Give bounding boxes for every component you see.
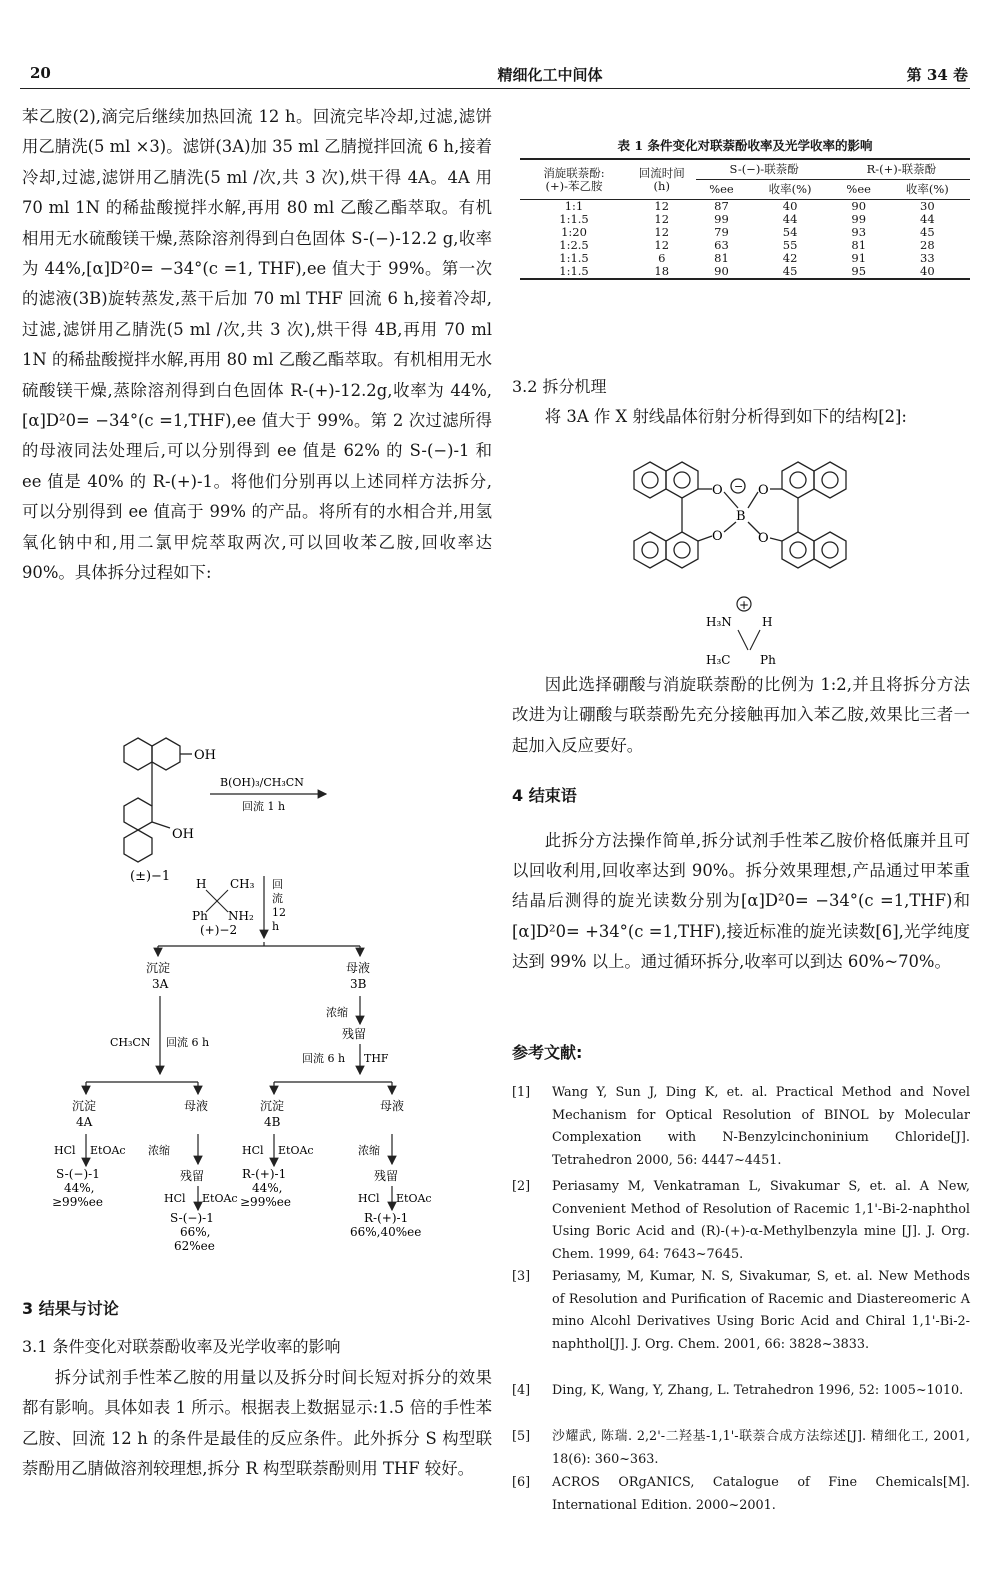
product-s1-name: S-(−)-1 bbox=[56, 1167, 100, 1181]
product-r1-name: R-(+)-1 bbox=[242, 1167, 287, 1181]
cell: 95 bbox=[851, 264, 867, 278]
resolution-scheme bbox=[20, 728, 490, 1268]
cell: 12 bbox=[654, 238, 670, 252]
cond-3b-solvent: THF bbox=[364, 1052, 389, 1065]
page-number: 20 bbox=[30, 64, 51, 82]
section-31-title: 3.1 条件变化对联萘酚收率及光学收率的影响 bbox=[22, 1337, 341, 1357]
cell: 1:1.5 bbox=[559, 264, 589, 278]
cell: 55 bbox=[782, 238, 798, 252]
journal-title: 精细化工中间体 bbox=[497, 66, 603, 84]
hcl-4b: HCl bbox=[242, 1144, 264, 1157]
after-structure-text: 因此选择硼酸与消旋联萘酚的比例为 1:2,并且将拆分方法改进为让硼酸与联萘酚先充分接触再加入苯乙胺,效果比三者一起加入反应要好。 bbox=[512, 675, 970, 755]
cell: 1:1.5 bbox=[559, 251, 589, 265]
oxygen-1: O bbox=[712, 483, 723, 498]
cell: 40 bbox=[782, 199, 798, 213]
table-1-grid bbox=[520, 160, 970, 278]
table-1 bbox=[520, 158, 970, 280]
product-r2-yield-ee: 66%,40%ee bbox=[350, 1225, 422, 1239]
col-ratio-header bbox=[520, 160, 628, 200]
product-s2-name: S-(−)-1 bbox=[170, 1211, 214, 1225]
reference-item-1 bbox=[512, 1082, 970, 1172]
reference-text: ACROS ORgANICS, Catalogue of Fine Chemicals[M]. International Edition. 2000~2001. bbox=[552, 1475, 970, 1513]
etoac-4a: EtOAc bbox=[90, 1144, 126, 1157]
residue-label-4b: 残留 bbox=[374, 1169, 399, 1183]
reference-number: [5] bbox=[512, 1429, 531, 1444]
cell: 12 bbox=[654, 212, 670, 226]
volume-label: 第 34 卷 bbox=[906, 66, 968, 84]
cell: 42 bbox=[782, 251, 798, 265]
negative-charge: − bbox=[734, 480, 744, 493]
node-4a-title: 沉淀 bbox=[72, 1099, 97, 1113]
condition-reflux-1h: 回流 1 h bbox=[242, 800, 286, 813]
sub-s-yield: 收率(%) bbox=[747, 180, 832, 200]
cond-3a-reflux: 回流 6 h bbox=[166, 1036, 210, 1049]
hcl-4a: HCl bbox=[54, 1144, 76, 1157]
reference-item-6 bbox=[512, 1472, 970, 1517]
references-title: 参考文献: bbox=[512, 1043, 583, 1062]
cell: 91 bbox=[851, 251, 867, 265]
cell: 90 bbox=[714, 264, 729, 278]
mother-liquor-4a: 母液 bbox=[184, 1099, 209, 1113]
compound-1-label: (±)−1 bbox=[130, 869, 171, 884]
conc-label-4b: 浓缩 bbox=[358, 1144, 380, 1157]
header-rule bbox=[20, 88, 970, 89]
cell: 45 bbox=[782, 264, 798, 278]
cell: 30 bbox=[920, 199, 935, 213]
cell: 90 bbox=[851, 199, 867, 213]
conc-label-4a: 浓缩 bbox=[148, 1144, 170, 1157]
hcl-4a-mother: HCl bbox=[164, 1192, 186, 1205]
cell: 99 bbox=[714, 212, 729, 226]
product-r2-name: R-(+)-1 bbox=[364, 1211, 409, 1225]
section-4-block bbox=[512, 670, 970, 978]
cell: 87 bbox=[714, 199, 729, 213]
cond2-4: h bbox=[272, 920, 280, 933]
group-r-header: R-(+)-联萘酚 bbox=[833, 160, 970, 180]
cell: 81 bbox=[851, 238, 867, 252]
reference-item-5 bbox=[512, 1426, 970, 1471]
positive-charge: + bbox=[739, 598, 750, 612]
reference-text: Periasamy, M, Kumar, N. S, Sivakumar, S, et. al. New Methods of Resolution and Purification of Racemic and Diastereomeric A mino Alcohl Derivatives Using Boric Acid and Chiral 1,1'-Bi-2-naphthol[J]. J. Org. Chem. 2001, 66: 3828~3833. bbox=[552, 1269, 970, 1352]
ammonium-h3n: H₃N bbox=[706, 615, 732, 629]
cell: 81 bbox=[714, 251, 729, 265]
node-4b-label: 4B bbox=[264, 1115, 281, 1129]
product-s2-ee: 62%ee bbox=[174, 1239, 215, 1253]
section-32 bbox=[512, 372, 970, 433]
cell: 6 bbox=[658, 251, 666, 265]
oxygen-2: O bbox=[712, 529, 723, 544]
amine-ch3: CH₃ bbox=[230, 877, 255, 891]
cell: 40 bbox=[920, 264, 935, 278]
col-time-2: (h) bbox=[653, 178, 670, 193]
ammonium-ph: Ph bbox=[760, 653, 776, 667]
cond2-1: 回 bbox=[272, 878, 283, 891]
reference-item-4 bbox=[512, 1380, 970, 1403]
conc-label-3b: 浓缩 bbox=[326, 1006, 348, 1019]
cell: 1:1.5 bbox=[559, 212, 589, 226]
oh-label-2: OH bbox=[172, 827, 194, 842]
cell: 45 bbox=[920, 225, 935, 239]
node-3b-title: 母液 bbox=[346, 961, 371, 975]
cond2-3: 12 bbox=[272, 906, 286, 919]
table-row bbox=[520, 213, 970, 226]
cell: 44 bbox=[920, 212, 935, 226]
group-s-header: S-(−)-联萘酚 bbox=[696, 160, 833, 180]
compound-2-label: (+)−2 bbox=[200, 923, 238, 937]
section-4-text: 此拆分方法操作简单,拆分试剂手性苯乙胺价格低廉并且可以回收利用,回收率达到 90%。拆分效果理想,产品通过甲苯重结晶后测得的旋光读数分别为[α]D²0= −34°(c =1,THF)和[α]D²0= +34°(c =1,THF),接近标准的旋光读数[6],光学纯度达到 99% 以上。通过循环拆分,收率可以到达 60%~70%。 bbox=[512, 830, 970, 972]
reference-text: Ding, K, Wang, Y, Zhang, L. Tetrahedron 1996, 52: 1005~1010. bbox=[552, 1383, 964, 1398]
cond-3b-reflux: 回流 6 h bbox=[302, 1052, 346, 1065]
cell: 79 bbox=[714, 225, 729, 239]
section-4-title: 4 结束语 bbox=[512, 786, 577, 806]
cell: 1:2.5 bbox=[559, 238, 589, 252]
reference-text: Periasamy M, Venkatraman L, Sivakumar S, et. al. A New, Convenient Method of Resolution of Racemic 1,1'-Bi-2-naphthol Using Boric Acid and (R)-(+)-α-Methylbenzyla mine [J]. J. Org. Chem. 1999, 64: 7643~7645. bbox=[552, 1179, 970, 1262]
sub-r-yield: 收率(%) bbox=[885, 180, 970, 200]
binol-molecule bbox=[124, 738, 192, 862]
cell: 1:20 bbox=[561, 225, 587, 239]
residue-label-4a: 残留 bbox=[180, 1169, 205, 1183]
col-ratio-1: 消旋联萘酚: bbox=[543, 165, 605, 180]
product-s2-yield: 66%, bbox=[180, 1225, 211, 1239]
product-s1-ee: ≥99%ee bbox=[52, 1195, 103, 1209]
left-paragraph bbox=[22, 102, 492, 589]
node-4a-label: 4A bbox=[76, 1115, 93, 1129]
etoac-4a-mother: EtOAc bbox=[202, 1192, 238, 1205]
table-row bbox=[520, 265, 970, 278]
amine-h: H bbox=[196, 877, 207, 891]
cell: 63 bbox=[714, 238, 729, 252]
cell: 99 bbox=[851, 212, 867, 226]
etoac-4b: EtOAc bbox=[278, 1144, 314, 1157]
section-3-title: 3 结果与讨论 bbox=[22, 1299, 119, 1318]
ammonium-h: H bbox=[762, 615, 773, 629]
cond-3a-solvent: CH₃CN bbox=[110, 1036, 151, 1049]
section-32-text: 将 3A 作 X 射线晶体衍射分析得到如下的结构[2]: bbox=[544, 407, 907, 427]
reference-number: [3] bbox=[512, 1269, 531, 1284]
cell: 33 bbox=[920, 251, 935, 265]
reference-number: [4] bbox=[512, 1383, 531, 1398]
table-row bbox=[520, 200, 970, 214]
cell: 12 bbox=[654, 199, 670, 213]
hcl-4b-mother: HCl bbox=[358, 1192, 380, 1205]
node-3a-title: 沉淀 bbox=[146, 961, 171, 975]
oxygen-4: O bbox=[758, 531, 769, 546]
product-r1-ee: ≥99%ee bbox=[240, 1195, 291, 1209]
cell: 54 bbox=[782, 225, 798, 239]
product-r1-yield: 44%, bbox=[252, 1181, 283, 1195]
table-1-caption: 表 1 条件变化对联萘酚收率及光学收率的影响 bbox=[617, 138, 873, 153]
reference-text: Wang Y, Sun J, Ding K, et. al. Practical Method and Novel Mechanism for Optical Resolution of BINOL by Molecular Complexation with N-Benzylcinchoninium Chloride[J]. Tetrahedron 2000, 56: 4447~4451. bbox=[552, 1085, 970, 1168]
cell: 28 bbox=[920, 238, 935, 252]
reference-number: [6] bbox=[512, 1475, 531, 1490]
cell: 12 bbox=[654, 225, 670, 239]
cell: 18 bbox=[654, 264, 670, 278]
boron-complex-structure bbox=[620, 452, 860, 674]
section-3 bbox=[22, 1294, 492, 1484]
sub-r-ee: %ee bbox=[833, 180, 885, 200]
reference-item-2 bbox=[512, 1176, 970, 1266]
cell: 1:1 bbox=[564, 199, 584, 213]
node-3a-label: 3A bbox=[152, 977, 169, 991]
mother-liquor-4b: 母液 bbox=[380, 1099, 405, 1113]
etoac-4b-mother: EtOAc bbox=[396, 1192, 432, 1205]
oxygen-3: O bbox=[758, 483, 769, 498]
sub-s-ee: %ee bbox=[696, 180, 748, 200]
node-3b-label: 3B bbox=[350, 977, 367, 991]
amine-nh2: NH₂ bbox=[228, 909, 254, 923]
cell: 44 bbox=[782, 212, 798, 226]
reference-text: 沙耀武, 陈瑞. 2,2'-二羟基-1,1'-联萘合成方法综述[J]. 精细化工, 2001, 18(6): 360~363. bbox=[552, 1429, 970, 1467]
cell: 93 bbox=[851, 225, 867, 239]
reference-item-3 bbox=[512, 1266, 970, 1356]
reference-number: [1] bbox=[512, 1085, 531, 1100]
ammonium-h3c: H₃C bbox=[706, 653, 731, 667]
node-4b-title: 沉淀 bbox=[260, 1099, 285, 1113]
section-31-text: 拆分试剂手性苯乙胺的用量以及拆分时间长短对拆分的效果都有影响。具体如表 1 所示。根据表上数据显示:1.5 倍的手性苯乙胺、回流 12 h 的条件是最佳的反应条件。此外拆分 S 构型联萘酚用乙腈做溶剂较理想,拆分 R 构型联萘酚则用 THF 较好。 bbox=[22, 1367, 492, 1479]
col-time-header bbox=[628, 160, 696, 200]
col-time-1: 回流时间 bbox=[638, 165, 685, 180]
reference-number: [2] bbox=[512, 1179, 531, 1194]
reagent-label: B(OH)₃/CH₃CN bbox=[220, 776, 304, 789]
col-ratio-2: (+)-苯乙胺 bbox=[545, 178, 603, 193]
oh-label-1: OH bbox=[194, 748, 216, 763]
procedure-text: 苯乙胺(2),滴完后继续加热回流 12 h。回流完毕冷却,过滤,滤饼用乙腈洗(5 ml ×3)。滤饼(3A)加 35 ml 乙腈搅拌回流 6 h,接着冷却,过滤,滤饼用乙腈洗(5 ml /次,共 3 次),烘干得 4A。4A 用 70 ml 1N 的稀盐酸搅拌水解,再用 80 ml 乙酸乙酯萃取。有机相用无水硫酸镁干燥,蒸除溶剂得到白色固体 S-(−)-12.2 g,收率为 44%,[α]D²0= −34°(c =1, THF),ee 值大于 99%。第一次的滤液(3B)旋转蒸发,蒸干后加 70 ml THF 回流 6 h,接着冷却,过滤,滤饼用乙腈洗(5 ml /次,共 3 次),烘干得 4B,再用 70 ml 1N 的稀盐酸搅拌水解,再用 80 ml 乙酸乙酯萃取。有机相用无水硫酸镁干燥,蒸除溶剂得到白色固体 R-(+)-12.2g,收率为 44%,[α]D²0= −34°(c =1,THF),ee 值大于 99%。第 2 次过滤所得的母液同法处理后,可以分别得到 ee 值是 62% 的 S-(−)-1 和 ee 值是 40% 的 R-(+)-1。将他们分别再以上述同样方法拆分,可以分别得到 ee 值高于 99% 的产品。将所有的水相合并,用氢氧化钠中和,用二氯甲烷萃取两次,可以回收苯乙胺,回收率达 90%。具体拆分过程如下: bbox=[22, 107, 492, 583]
section-32-title: 3.2 拆分机理 bbox=[512, 377, 607, 396]
residue-label-3b: 残留 bbox=[342, 1027, 367, 1041]
product-s1-yield: 44%, bbox=[64, 1181, 95, 1195]
amine-ph: Ph bbox=[192, 909, 208, 923]
cond2-2: 流 bbox=[272, 892, 283, 905]
boron-atom: B bbox=[736, 509, 746, 524]
